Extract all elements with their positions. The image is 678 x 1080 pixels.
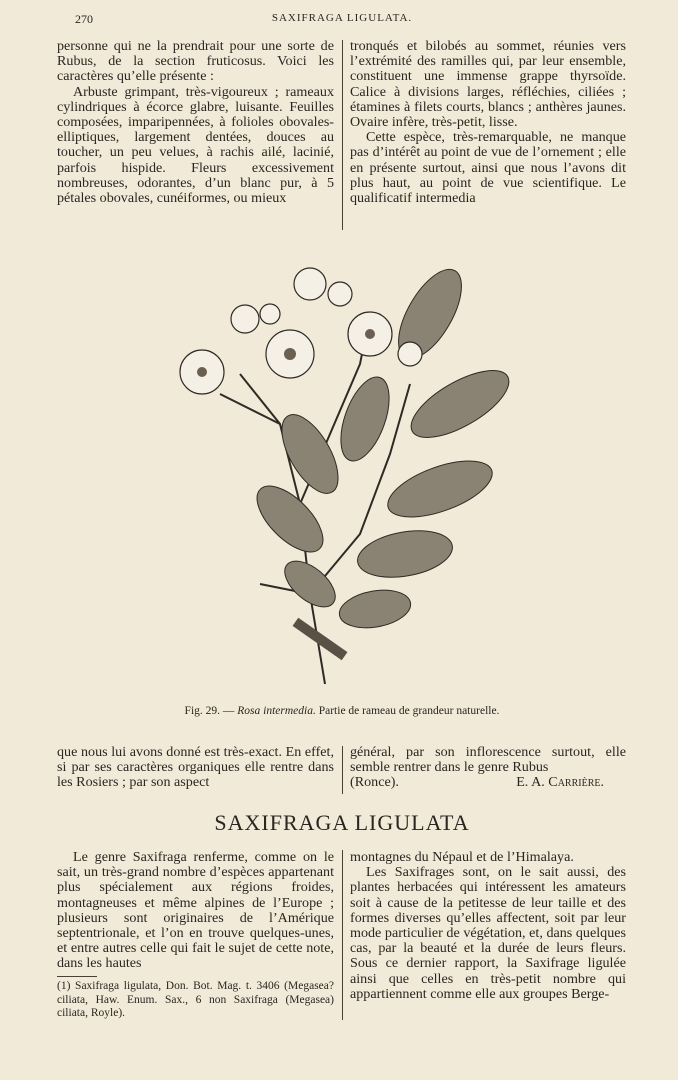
middle-left-column [57, 745, 334, 791]
rose-bud [398, 342, 422, 366]
leaf [354, 524, 456, 584]
rose-bud [260, 304, 280, 324]
rose-bud [294, 268, 326, 300]
author-signature: E. A. Carrière. [516, 774, 604, 791]
middle-right-column [350, 745, 626, 791]
paragraph: Les Saxifrages sont, on le sait aussi, des plantes herbacées qui intéressent les amateurs soit à cause de la petitesse de leur taille et des formes diverses qu’elles affectent, soit par leur mode particulier de végétation, et, dans quelques cas, par la beauté et la durée de leurs fleurs. Sous ce dernier rapport, la Saxifrage ligulée ainsi que celles en très-petit nombre qui appartiennent comme elle aux groupes Berge- [350, 864, 626, 1002]
paragraph: tronqués et bilobés au sommet, réunies vers l’extrémité des ramilles qui, par leur ensemble, constituent une immense grappe thyrsoïde. Calice à divisions larges, réfléchies, ciliées ; étamines à filets courts, blancs ; anthères jaunes. Ovaire infère, très-petit, lisse. [350, 38, 626, 131]
leaf [277, 552, 344, 615]
top-right-column [350, 39, 626, 206]
figure-species: Rosa intermedia. [237, 705, 316, 717]
bottom-right-column [350, 850, 626, 1002]
paragraph: que nous lui avons donné est très-exact. En effet, si par ses caractères organiques elle rentre dans les Rosiers ; par son aspect [57, 744, 334, 791]
rose-bud [231, 305, 259, 333]
paragraph: Le genre Saxifraga renferme, comme on le sait, un très-grand nombre d’espèces appartenant plus spécialement aux régions froides, montagneuses et même alpines de l’Europe ; plusieurs sont originaires de l’Amérique septentrionale, et l’on en trouve quelques-unes, et entre autres celle qui fait le sujet de cette note, dans les hautes [57, 849, 334, 972]
running-title: SAXIFRAGA LIGULATA. [271, 12, 413, 24]
paragraph-tail: (Ronce). [350, 774, 399, 791]
column-divider [342, 850, 343, 1020]
leaf [271, 406, 350, 502]
paragraph: montagnes du Népaul et de l’Himalaya. [350, 849, 574, 865]
rose-branch-engraving [160, 254, 520, 700]
page-header [58, 12, 626, 30]
paragraph: personne qui ne la prendrait pour une sorte de Rubus, de la section fruticosus. Voici les caractères qu’elle présente : [57, 38, 334, 85]
leaf [381, 450, 499, 529]
paragraph: général, par son inflorescence surtout, elle semble rentrer dans le genre Rubus [350, 744, 626, 776]
paragraph: Cette espèce, très-remarquable, ne manque pas d’intérêt au point de vue de l’ornement ; elle en présente surtout, ainsi que nous l’avons dit plus haut, au point de vue scientifique. Le qualificatif intermedia [350, 129, 626, 207]
column-divider [342, 746, 343, 794]
figure-caption [58, 705, 626, 717]
article-title: SAXIFRAGA LIGULATA [214, 810, 470, 835]
figure-description: Partie de rameau de grandeur naturelle. [318, 705, 500, 717]
top-left-column [57, 39, 334, 206]
bottom-left-column [57, 850, 334, 972]
footnote: (1) Saxifraga ligulata, Don. Bot. Mag. t. 3406 (Megasea? ciliata, Haw. Enum. Sax., 6 non Saxifraga (Megasea) ciliata, Royle). [57, 980, 334, 1019]
page-number: 270 [75, 12, 93, 26]
leaf [401, 357, 518, 450]
rose-bud [328, 282, 352, 306]
paragraph: Arbuste grimpant, très-vigoureux ; rameaux cylindriques à écorce glabre, luisante. Feuilles composées, imparipennées, à folioles obovales-elliptiques, largement dentées, douces au toucher, un peu velues, à rachis ailé, lacinié, parfois hispide. Fleurs excessivement nombreuses, odorantes, d’un blanc pur, à 5 pétales obovales, cunéiformes, ou mieux [57, 83, 334, 207]
footnote-rule [57, 976, 97, 977]
leaf [336, 585, 413, 633]
signature-line [350, 775, 626, 790]
column-divider [342, 40, 343, 230]
figure-label: Fig. 29. — [184, 705, 235, 717]
leaf [331, 371, 399, 467]
